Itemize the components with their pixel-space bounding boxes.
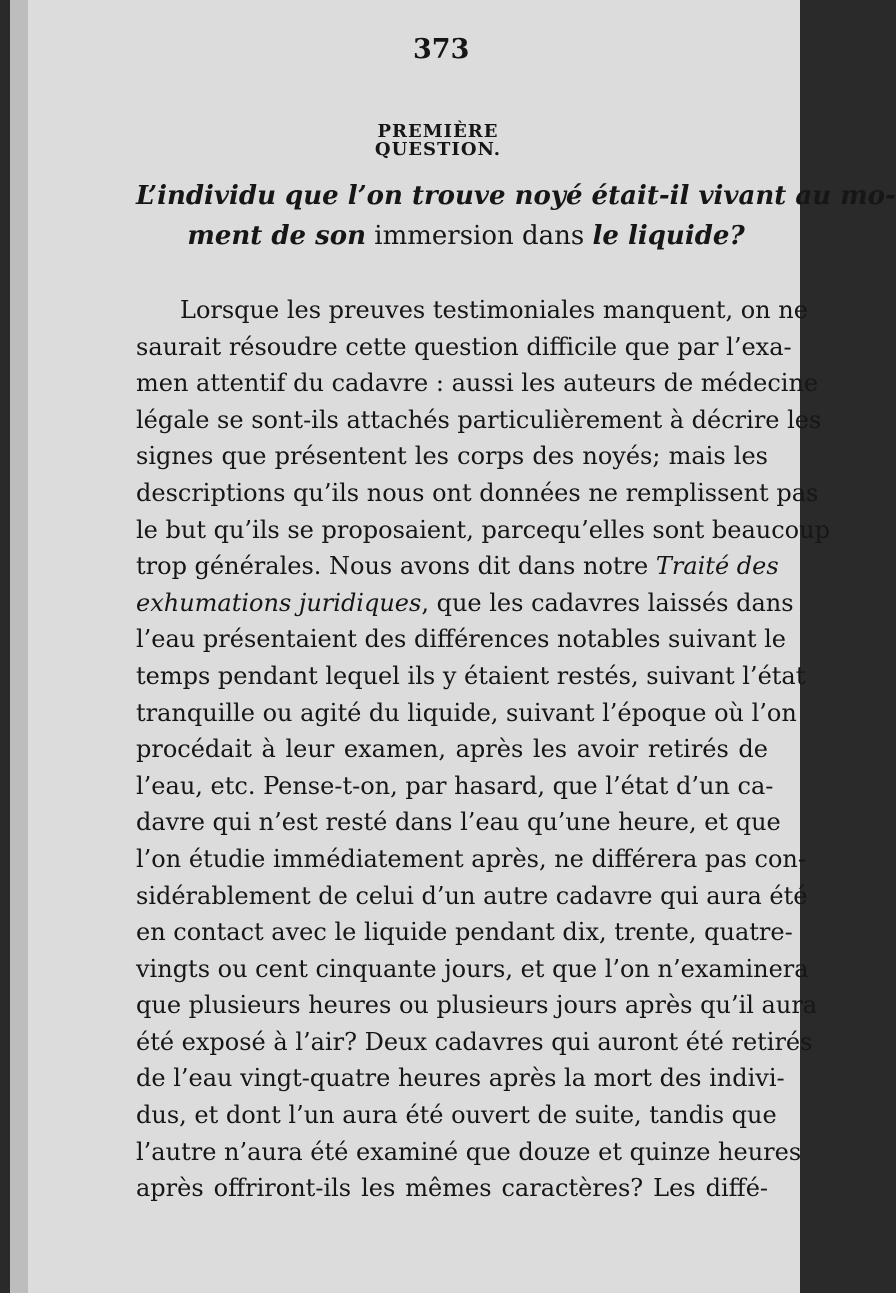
body-line-text: , que les cadavres laissés dans — [421, 588, 794, 617]
book-title-italic-continued: exhumations juridiques — [136, 588, 422, 617]
body-line: tranquille ou agité du liquide, suivant l’époque où l’on — [136, 698, 797, 727]
body-line-with-italic — [136, 585, 794, 622]
body-line: vingts ou cent cinquante jours, et que l’on n’examinera — [136, 954, 809, 983]
body-line: davre qui n’est resté dans l’eau qu’une heure, et que — [136, 808, 781, 837]
body-line: l’autre n’aura été examiné que douze et quinze heures — [136, 1137, 802, 1166]
question-line-1: L’individu que l’on trouve noyé était-il vivant au mo- — [136, 181, 896, 211]
body-line-text: trop générales. Nous avons dit dans notre — [136, 552, 649, 581]
body-line: saurait résoudre cette question difficile que par l’exa- — [136, 332, 792, 361]
body-line: sidérablement de celui d’un autre cadavre qui aura été — [136, 881, 808, 910]
body-line-with-italic — [136, 548, 779, 585]
question-line-2-italic-end: le liquide? — [592, 221, 745, 251]
body-line: que plusieurs heures ou plusieurs jours après qu’il aura — [136, 991, 818, 1020]
body-paragraph — [136, 292, 830, 1207]
question-line-2-italic-start: ment de son — [187, 221, 366, 251]
body-line: légale se sont-ils attachés particulièrement à décrire les — [136, 405, 822, 434]
body-line: l’on étudie immédiatement après, ne différera pas con- — [136, 844, 806, 873]
body-line: temps pendant lequel ils y étaient restés, suivant l’état — [136, 661, 806, 690]
body-line: dus, et dont l’un aura été ouvert de suite, tandis que — [136, 1101, 777, 1130]
book-page — [18, 0, 896, 1293]
book-title-italic: Traité des — [655, 552, 779, 581]
question-block — [136, 176, 896, 256]
body-line: en contact avec le liquide pendant dix, trente, quatre- — [136, 918, 793, 947]
body-line: men attentif du cadavre : aussi les auteurs de médecine — [136, 369, 819, 398]
page-number: 373 — [413, 34, 470, 65]
body-line: l’eau présentaient des différences notables suivant le — [136, 625, 786, 654]
body-line: été exposé à l’air? Deux cadavres qui auront été retirés — [136, 1027, 813, 1056]
section-heading: PREMIÈRE QUESTION. — [374, 121, 502, 160]
body-line: descriptions qu’ils nous ont données ne remplissent pas — [136, 478, 819, 507]
question-line-2-roman: immersion dans — [366, 221, 593, 251]
body-line: le but qu’ils se proposaient, parcequ’elles sont beaucoup — [136, 515, 830, 544]
body-line: l’eau, etc. Pense-t-on, par hasard, que l’état d’un ca- — [136, 771, 774, 800]
body-line: Lorsque les preuves testimoniales manquent, on ne — [180, 296, 808, 324]
body-line: procédait à leur examen, après les avoir retirés de — [136, 735, 768, 764]
body-line: signes que présentent les corps des noyés; mais les — [136, 442, 768, 471]
question-line-2 — [136, 216, 776, 256]
body-line: après offriront-ils les mêmes caractères? Les diffé- — [136, 1174, 768, 1203]
body-line: de l’eau vingt-quatre heures après la mort des indivi- — [136, 1064, 785, 1093]
